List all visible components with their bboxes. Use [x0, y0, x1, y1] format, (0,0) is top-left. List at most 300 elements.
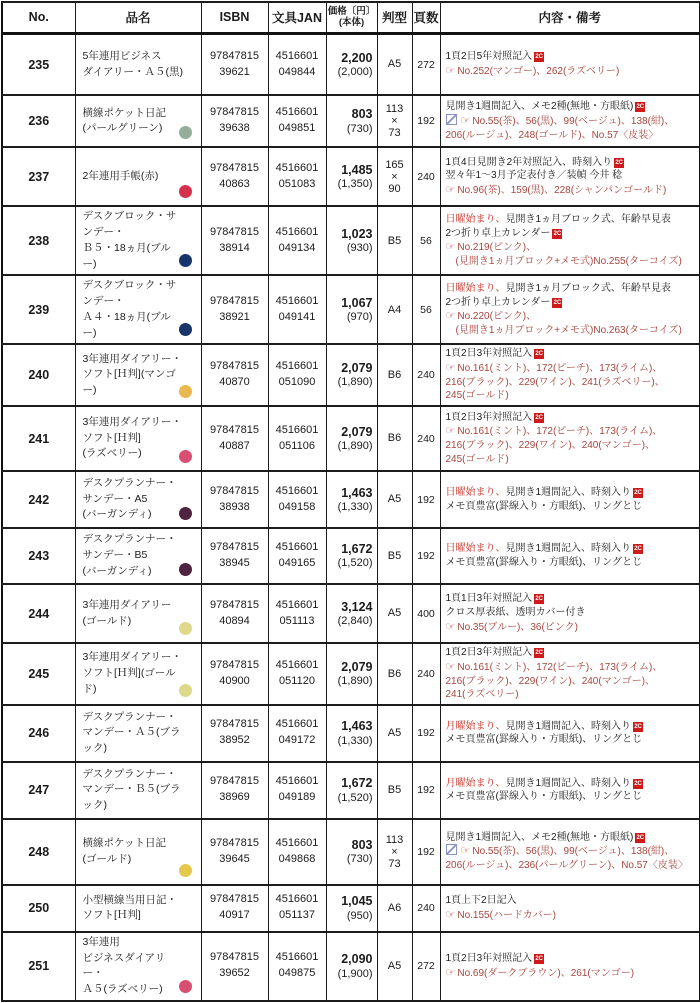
- cell-pages: 192: [412, 95, 440, 147]
- jan-line: 4516601: [275, 225, 319, 238]
- format-line: B5: [387, 784, 402, 797]
- price-base: (1,890): [337, 675, 373, 688]
- color-dot: [179, 622, 192, 635]
- cell-remarks: [440, 584, 700, 643]
- cell-remarks: [440, 885, 700, 932]
- cell-format: [377, 762, 412, 819]
- cell-isbn: [201, 643, 268, 705]
- col-header-pages: 頁数: [412, 2, 440, 33]
- jan-line: 4516601: [275, 294, 319, 307]
- cell-format: [377, 95, 412, 147]
- remark-line: [446, 592, 698, 606]
- remark-text: クロス厚表紙、透明カバー付き: [445, 607, 586, 619]
- cell-pages: 240: [412, 885, 440, 932]
- remark-line: [446, 486, 698, 500]
- price-base: (970): [346, 311, 373, 324]
- format-line: A5: [387, 493, 402, 506]
- price-base: (1,520): [337, 791, 373, 804]
- cell-jan: [268, 275, 326, 344]
- cell-format: [377, 33, 412, 95]
- remark-line: [446, 952, 698, 966]
- remark-text: 1頁2日3年対照記入: [445, 647, 533, 659]
- remark-line: [446, 908, 698, 923]
- product-name-line: (ラズベリー): [82, 447, 142, 460]
- isbn-line: 40870: [219, 376, 250, 389]
- isbn-line: 40900: [219, 674, 250, 687]
- remark-text: (見開き1ヵ月ブロック+メモ式)No.263(ターコイズ): [445, 325, 682, 337]
- isbn-line: 97847815: [210, 951, 259, 964]
- price-base: (1,330): [337, 500, 373, 513]
- isbn-line: 39645: [219, 852, 250, 865]
- color-dot: [179, 507, 192, 520]
- cell-jan: [268, 932, 326, 1001]
- table-row: [2, 584, 700, 643]
- isbn-line: 97847815: [210, 423, 259, 436]
- jan-line: 4516601: [275, 360, 319, 373]
- table-row: [2, 643, 700, 705]
- cell-no: 237: [2, 147, 75, 206]
- cell-format: [377, 344, 412, 406]
- table-row: [2, 406, 700, 471]
- product-name-line: ダイアリー・Ａ５(黒): [82, 65, 184, 78]
- pointing-hand-icon: ☞: [445, 64, 456, 77]
- cell-isbn: [201, 206, 268, 275]
- isbn-line: 97847815: [210, 49, 259, 62]
- product-name-line: デスクプランナー・: [82, 767, 177, 780]
- col-header-jan: 文具JAN: [268, 2, 326, 33]
- cell-no: 240: [2, 344, 75, 406]
- format-line: 165: [385, 158, 404, 171]
- cell-jan: [268, 471, 326, 528]
- jan-line: 051083: [278, 177, 316, 190]
- col-header-format: 判型: [377, 2, 412, 33]
- isbn-line: 38969: [219, 791, 250, 804]
- price-base: (1,330): [337, 734, 373, 747]
- cell-format: [377, 705, 412, 762]
- remark-line: [446, 439, 698, 453]
- isbn-line: 97847815: [210, 658, 259, 671]
- remark-line: [446, 169, 698, 183]
- price-base: (1,350): [337, 178, 373, 191]
- price-base: (1,900): [337, 967, 373, 980]
- cell-product-name: [75, 406, 201, 471]
- format-line: 73: [388, 857, 401, 870]
- table-row: [2, 147, 700, 206]
- cell-product-name: [75, 705, 201, 762]
- cell-no: 239: [2, 275, 75, 344]
- format-line: 90: [388, 182, 401, 195]
- cell-product-name: [75, 275, 201, 344]
- color-dot: [179, 980, 192, 993]
- remark-line: [446, 324, 698, 338]
- remark-line: [446, 894, 698, 908]
- isbn-line: 97847815: [210, 598, 259, 611]
- price-base: (1,890): [337, 439, 373, 452]
- cell-product-name: [75, 584, 201, 643]
- product-name-line: 3年連用ダイアリー: [82, 598, 172, 611]
- pointing-hand-icon: ☞: [445, 241, 456, 254]
- remark-line: [446, 646, 698, 660]
- price-main: 2,079: [341, 361, 373, 376]
- table-row: [2, 344, 700, 406]
- cell-pages: 192: [412, 528, 440, 584]
- cell-remarks: [440, 95, 700, 147]
- jan-line: 4516601: [275, 161, 319, 174]
- price-header-line2: (本体): [338, 17, 365, 29]
- cell-format: [377, 406, 412, 471]
- cell-isbn: [201, 705, 268, 762]
- cell-price: [326, 406, 377, 471]
- jan-line: 4516601: [275, 718, 319, 731]
- isbn-line: 97847815: [210, 484, 259, 497]
- remark-text: No.219(ピンク)、: [457, 242, 537, 254]
- remark-text: メモ頁豊富(罫線入り・方眼紙)、リングとじ: [445, 734, 643, 746]
- isbn-line: 38921: [219, 310, 250, 323]
- remark-text: 2つ折り卓上カレンダー: [445, 296, 551, 308]
- jan-line: 049158: [278, 500, 316, 513]
- cell-price: [326, 885, 377, 932]
- jan-line: 4516601: [275, 423, 319, 436]
- remark-line: [446, 844, 698, 859]
- pointing-hand-icon: ☞: [445, 425, 456, 438]
- remark-text: 見開き1週間記入、時刻入り: [505, 486, 632, 498]
- price-main: 1,045: [341, 894, 373, 909]
- product-name-line: Ｂ５・18ヵ月(ブルー): [82, 241, 171, 270]
- format-line: B5: [387, 549, 402, 562]
- remark-text: 見開き1週間記入、時刻入り: [505, 777, 632, 789]
- price-base: (1,890): [337, 376, 373, 389]
- color-dot: [179, 385, 192, 398]
- price-main: 803: [351, 837, 373, 852]
- remark-text: 1頁4日見開き2年対照記入、時刻入り: [445, 156, 613, 168]
- cell-pages: 240: [412, 344, 440, 406]
- jan-line: 049141: [278, 310, 316, 323]
- color-dot: [179, 126, 192, 139]
- cell-price: [326, 528, 377, 584]
- product-name-line: デスクブロック・サンデー・: [82, 210, 177, 239]
- price-base: (950): [346, 909, 373, 922]
- two-color-badge-icon: 2C: [553, 299, 562, 306]
- cell-no: 248: [2, 819, 75, 885]
- remark-text: 見開き1週間記入、メモ2種(無地・方眼紙): [445, 101, 634, 113]
- cell-pages: 272: [412, 932, 440, 1001]
- format-line: B5: [387, 234, 402, 247]
- two-color-badge-icon: 2C: [634, 723, 642, 730]
- color-dot: [179, 450, 192, 463]
- remark-text: 245(ゴールド): [445, 453, 509, 465]
- pencil-icon: [446, 114, 457, 125]
- jan-line: 4516601: [275, 951, 319, 964]
- cell-jan: [268, 344, 326, 406]
- price-main: 2,079: [341, 424, 373, 439]
- remark-line: [446, 556, 698, 570]
- format-line: ×: [391, 170, 398, 183]
- product-name-line: Ａ４・18ヵ月(ブルー): [82, 310, 171, 339]
- remark-text: 1頁上下2日記入: [445, 894, 517, 906]
- cell-isbn: [201, 406, 268, 471]
- format-line: A6: [387, 902, 402, 915]
- cell-format: [377, 584, 412, 643]
- cell-format: [377, 528, 412, 584]
- cell-no: 243: [2, 528, 75, 584]
- price-main: 1,067: [341, 295, 373, 310]
- cell-no: 250: [2, 885, 75, 932]
- remark-text: No.69(ダークブラウン)、261(マンゴー): [457, 967, 635, 979]
- cell-product-name: [75, 344, 201, 406]
- cell-product-name: [75, 932, 201, 1001]
- remark-line: [446, 213, 698, 227]
- color-dot: [179, 185, 192, 198]
- cell-no: 236: [2, 95, 75, 147]
- cell-format: [377, 643, 412, 705]
- cell-pages: 56: [412, 206, 440, 275]
- remark-line: [446, 282, 698, 296]
- remark-text: 1頁2日5年対照記入: [445, 51, 533, 63]
- cell-product-name: [75, 528, 201, 584]
- remark-text: (見開き1ヵ月ブロック+メモ式)No.255(ターコイズ): [445, 256, 682, 268]
- cell-jan: [268, 95, 326, 147]
- table-row: [2, 885, 700, 932]
- two-color-badge-icon: 2C: [535, 414, 544, 421]
- cell-isbn: [201, 762, 268, 819]
- remark-text: 見開き1ヵ月ブロック式、年齢早見表: [505, 282, 671, 294]
- format-line: A5: [387, 58, 402, 71]
- remark-line: [446, 255, 698, 269]
- isbn-line: 97847815: [210, 360, 259, 373]
- cell-jan: [268, 406, 326, 471]
- remark-line: [446, 64, 698, 79]
- format-line: A5: [387, 607, 402, 620]
- cell-product-name: [75, 147, 201, 206]
- two-color-badge-icon: 2C: [535, 650, 544, 657]
- cell-remarks: [440, 206, 700, 275]
- jan-line: 051113: [279, 614, 315, 627]
- cell-isbn: [201, 932, 268, 1001]
- price-main: 2,090: [341, 952, 373, 967]
- format-line: 113: [385, 833, 404, 846]
- cell-isbn: [201, 584, 268, 643]
- remark-text: No.155(ハードカバー): [457, 909, 556, 921]
- remark-line: [446, 376, 698, 390]
- isbn-line: 97847815: [210, 836, 259, 849]
- price-main: 1,672: [341, 776, 373, 791]
- cell-format: [377, 885, 412, 932]
- format-line: B6: [387, 432, 402, 445]
- isbn-line: 39638: [219, 122, 250, 135]
- remark-text: No.161(ミント)、172(ピーチ)、173(ライム)、: [457, 426, 663, 438]
- cell-price: [326, 95, 377, 147]
- product-name-line: 小型横線当用日記・: [82, 893, 177, 906]
- product-name-line: ソフト[Ｈ判]: [82, 431, 141, 444]
- jan-line: 4516601: [275, 106, 319, 119]
- cell-price: [326, 147, 377, 206]
- jan-line: 051090: [278, 376, 316, 389]
- table-row: [2, 275, 700, 344]
- price-main: 1,485: [341, 162, 373, 177]
- price-base: (1,520): [337, 557, 373, 570]
- price-main: 1,672: [341, 542, 373, 557]
- price-base: (930): [346, 242, 373, 255]
- product-name-line: ビジネスダイアリー・: [82, 951, 166, 980]
- product-table: [1, 1, 700, 1002]
- cell-isbn: [201, 819, 268, 885]
- pencil-icon: [446, 844, 457, 855]
- col-header-price: [326, 2, 377, 33]
- remark-text: No.35(ブルー)、36(ピンク): [457, 621, 578, 633]
- table-row: [2, 471, 700, 528]
- jan-line: 049189: [278, 791, 316, 804]
- two-color-badge-icon: 2C: [553, 230, 562, 237]
- remark-line: [446, 733, 698, 747]
- remark-line: [446, 50, 698, 64]
- two-color-badge-icon: 2C: [634, 489, 642, 496]
- cell-product-name: [75, 33, 201, 95]
- remark-line: [446, 720, 698, 734]
- remark-text: メモ頁豊富(罫線入り・方眼紙)、リングとじ: [445, 791, 643, 803]
- cell-price: [326, 932, 377, 1001]
- jan-line: 4516601: [275, 49, 319, 62]
- remark-text: 月曜始まり、: [445, 777, 506, 789]
- isbn-line: 97847815: [210, 161, 259, 174]
- remark-text: 日曜始まり、: [445, 282, 506, 294]
- price-main: 1,463: [341, 485, 373, 500]
- remark-text: 216(ブラック)、229(ワイン)、241(ラズベリー)、: [445, 376, 665, 388]
- jan-line: 4516601: [275, 484, 319, 497]
- cell-no: 235: [2, 33, 75, 95]
- cell-jan: [268, 643, 326, 705]
- price-header-line1: 価格〔円〕: [327, 6, 376, 17]
- remark-text: No.252(マンゴー)、262(ラズベリー): [457, 65, 620, 77]
- cell-product-name: [75, 643, 201, 705]
- remark-text: 見開き1ヵ月ブロック式、年齢早見表: [505, 213, 671, 225]
- two-color-badge-icon: 2C: [535, 351, 544, 358]
- product-name-line: (バーガンディ): [82, 508, 152, 521]
- isbn-line: 40894: [219, 614, 250, 627]
- remark-text: 2つ折り卓上カレンダー: [445, 227, 551, 239]
- cell-no: 241: [2, 406, 75, 471]
- pointing-hand-icon: ☞: [445, 966, 456, 979]
- cell-remarks: [440, 33, 700, 95]
- isbn-line: 38914: [219, 241, 250, 254]
- format-line: B6: [387, 667, 402, 680]
- header-row: [2, 2, 700, 33]
- isbn-line: 40863: [219, 177, 250, 190]
- remark-text: 206(ルージュ)、248(ゴールド)、No.57〈皮装〉: [445, 129, 659, 141]
- two-color-badge-icon: 2C: [535, 54, 544, 61]
- cell-format: [377, 206, 412, 275]
- cell-no: 246: [2, 705, 75, 762]
- cell-no: 247: [2, 762, 75, 819]
- cell-price: [326, 275, 377, 344]
- format-line: B6: [387, 369, 402, 382]
- cell-price: [326, 584, 377, 643]
- product-name-line: デスクプランナー・: [82, 476, 177, 489]
- format-line: 73: [388, 127, 401, 140]
- color-dot: [179, 254, 192, 267]
- product-name-line: 5年連用ビジネス: [82, 49, 162, 62]
- product-name-line: 3年連用ダイアリー・: [82, 651, 182, 664]
- remark-line: [446, 777, 698, 791]
- col-header-isbn: ISBN: [201, 2, 268, 33]
- cell-remarks: [440, 528, 700, 584]
- price-base: (2,840): [337, 614, 373, 627]
- remark-line: [446, 156, 698, 170]
- remark-text: No.161(ミント)、172(ピーチ)、173(ライム)、: [457, 661, 663, 673]
- remark-text: 1頁2日3年対照記入: [445, 411, 533, 423]
- product-name-line: 3年連用: [82, 935, 120, 948]
- isbn-line: 97847815: [210, 225, 259, 238]
- remark-text: 翌々年1～3月予定表付き／装幀 今井 稔: [445, 170, 623, 182]
- remark-line: [446, 296, 698, 310]
- pointing-hand-icon: ☞: [445, 660, 456, 673]
- jan-line: 4516601: [275, 658, 319, 671]
- table-row: [2, 705, 700, 762]
- table-row: [2, 932, 700, 1001]
- remark-line: [446, 361, 698, 376]
- cell-remarks: [440, 819, 700, 885]
- pointing-hand-icon: ☞: [445, 310, 456, 323]
- format-line: A4: [387, 303, 402, 316]
- remark-line: [446, 411, 698, 425]
- cell-pages: 272: [412, 33, 440, 95]
- cell-pages: 400: [412, 584, 440, 643]
- remark-line: [446, 227, 698, 241]
- remark-text: No.55(茶)、56(黒)、99(ベージュ)、138(紺)、: [472, 115, 675, 127]
- cell-price: [326, 705, 377, 762]
- product-name-line: 3年連用ダイアリー・: [82, 352, 182, 365]
- pointing-hand-icon: ☞: [445, 361, 456, 374]
- two-color-badge-icon: 2C: [615, 159, 624, 166]
- price-base: (730): [346, 853, 373, 865]
- cell-no: 238: [2, 206, 75, 275]
- remark-line: [446, 660, 698, 675]
- remark-line: [446, 453, 698, 467]
- jan-line: 051137: [279, 909, 315, 922]
- price-main: 1,023: [341, 226, 373, 241]
- remark-text: No.55(茶)、56(黒)、99(ベージュ)、138(紺)、: [472, 846, 675, 858]
- cell-pages: 240: [412, 643, 440, 705]
- jan-line: 049172: [278, 734, 316, 747]
- cell-price: [326, 206, 377, 275]
- jan-line: 049844: [278, 65, 316, 78]
- remark-text: 1頁1日3年対照記入: [445, 593, 533, 605]
- cell-pages: 240: [412, 406, 440, 471]
- remark-line: [446, 542, 698, 556]
- cell-remarks: [440, 643, 700, 705]
- pointing-hand-icon: ☞: [460, 845, 471, 858]
- cell-price: [326, 471, 377, 528]
- remark-line: [446, 114, 698, 129]
- remark-text: 日曜始まり、: [445, 543, 506, 555]
- cell-no: 242: [2, 471, 75, 528]
- isbn-line: 40917: [219, 909, 250, 922]
- cell-remarks: [440, 147, 700, 206]
- format-line: ×: [391, 115, 398, 128]
- isbn-line: 39652: [219, 967, 250, 980]
- jan-line: 049134: [278, 241, 316, 254]
- price-main: 803: [351, 107, 373, 122]
- product-name-line: 2年連用手帳(赤): [82, 169, 159, 182]
- isbn-line: 97847815: [210, 541, 259, 554]
- remark-text: No.96(茶)、159(黒)、228(シャンパンゴールド): [457, 184, 667, 196]
- jan-line: 4516601: [275, 775, 319, 788]
- remark-text: 月曜始まり、: [445, 720, 506, 732]
- two-color-badge-icon: 2C: [535, 955, 544, 962]
- remark-text: 見開き1週間記入、メモ2種(無地・方眼紙): [445, 831, 634, 843]
- cell-format: [377, 471, 412, 528]
- isbn-line: 97847815: [210, 718, 259, 731]
- cell-no: 244: [2, 584, 75, 643]
